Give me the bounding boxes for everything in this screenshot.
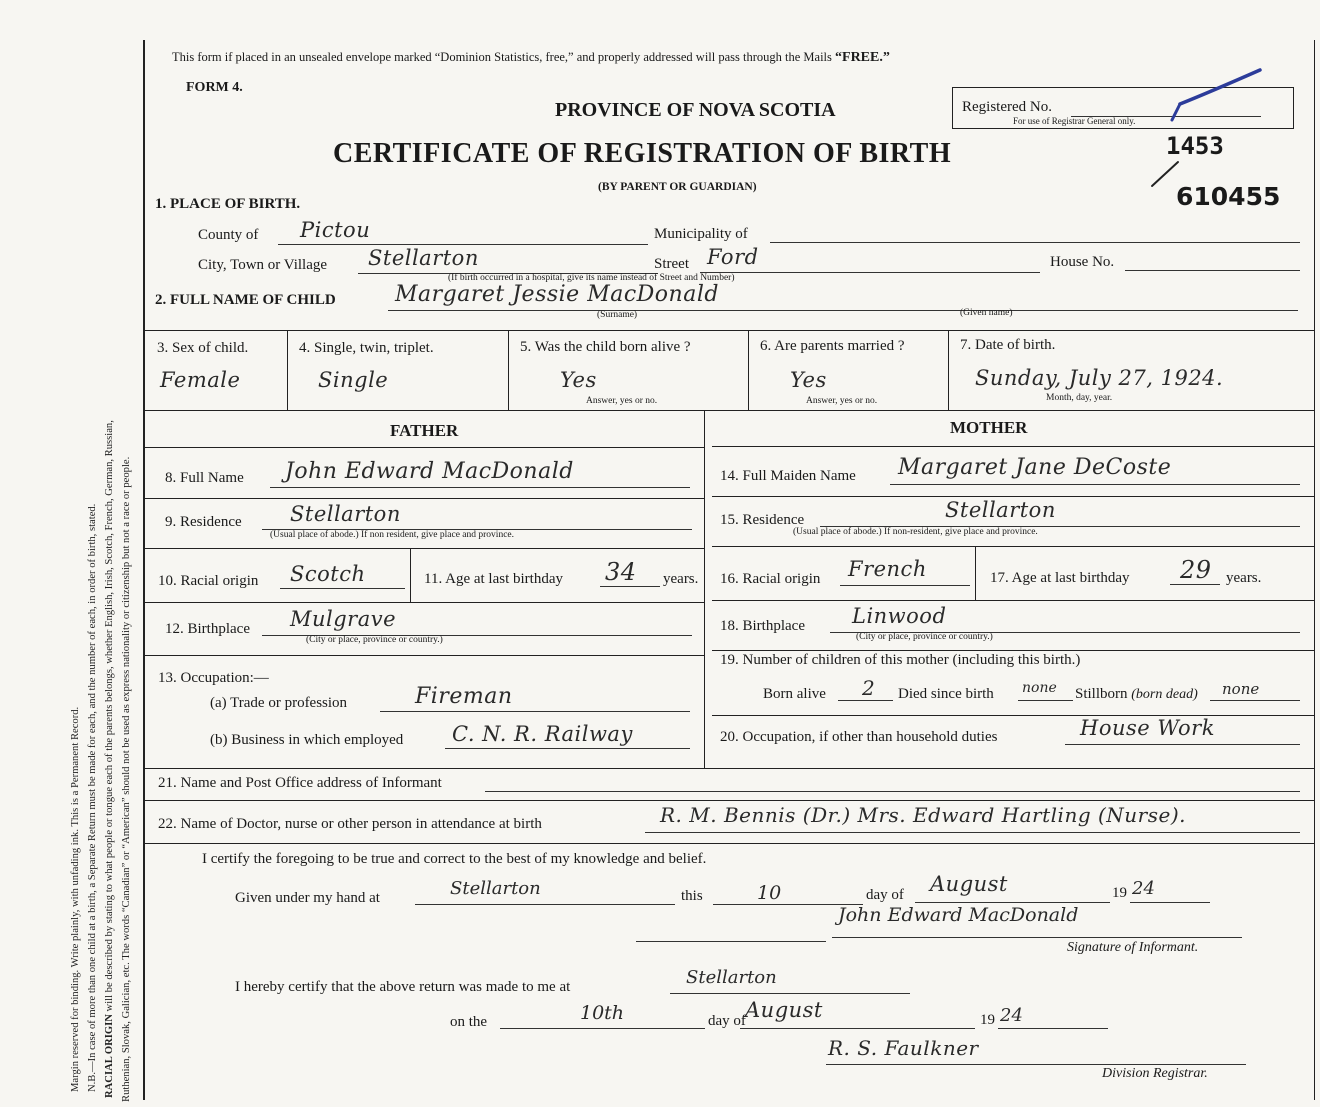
born-alive-count-label: Born alive	[763, 686, 826, 702]
certify-statement: I certify the foregoing to be true and correct to the best of my knowledge and belief.	[202, 851, 707, 867]
mail-note	[172, 50, 890, 66]
margin-note-2: N.B.—In case of more than one child at a birth, a Separate Return must be made for each, and the number of each, in order of birth, stated.	[87, 503, 98, 1092]
mother-age-value: 29	[1180, 556, 1212, 584]
row3-divider-2	[508, 330, 509, 410]
mother-birthplace-note: (City or place, province or country.)	[856, 632, 993, 642]
municipality-underline	[770, 242, 1300, 243]
attendant-label: 22. Name of Doctor, nurse or other person in attendance at birth	[158, 816, 542, 832]
given-year-underline	[1130, 902, 1210, 903]
racial-origin-note: will be described by stating to what people or tongue each of the parents belongs, whether English, Irish, Scotch, French, German, Russian,	[104, 420, 115, 1015]
given-place-value: Stellarton	[450, 878, 541, 899]
date-of-birth-value: Sunday, July 27, 1924.	[975, 366, 1224, 390]
form-right-border	[1314, 40, 1315, 1100]
died-since-birth-label: Died since birth	[898, 686, 994, 702]
father-name-label: 8. Full Name	[165, 470, 244, 486]
father-racial-label: 10. Racial origin	[158, 573, 259, 589]
date-of-birth-label: 7. Date of birth.	[960, 337, 1056, 353]
on-the-label: on the	[450, 1014, 488, 1030]
registrar-month-value: August	[745, 998, 823, 1022]
father-rule-3	[143, 548, 704, 549]
father-birthplace-label: 12. Birthplace	[165, 621, 250, 637]
parents-married-value: Yes	[790, 368, 827, 392]
informant-underline	[485, 791, 1300, 792]
given-name-note: (Given name)	[960, 308, 1013, 318]
father-business-underline	[445, 748, 690, 749]
father-business-label: (b) Business in which employed	[210, 732, 404, 748]
father-residence-value: Stellarton	[290, 502, 401, 526]
city-value: Stellarton	[368, 246, 479, 270]
informant-signature-line	[832, 937, 1242, 938]
given-year-value: 24	[1132, 878, 1155, 899]
parents-married-label: 6. Are parents married ?	[760, 338, 905, 354]
stillborn-note: (born dead)	[1131, 687, 1198, 702]
date-of-birth-note: Month, day, year.	[1046, 393, 1113, 403]
mother-heading: MOTHER	[950, 418, 1028, 437]
signature-short-line	[636, 941, 826, 942]
mother-rule-2	[712, 496, 1314, 497]
place-of-birth-heading: 1. PLACE OF BIRTH.	[155, 196, 301, 212]
informant-signature: John Edward MacDonald	[838, 904, 1079, 926]
row3-top-rule	[143, 330, 1314, 331]
county-underline	[278, 244, 648, 245]
mother-age-years: years.	[1226, 570, 1262, 586]
mother-birthplace-value: Linwood	[852, 604, 947, 628]
row3-divider-1	[287, 330, 288, 410]
father-age-value: 34	[605, 558, 637, 586]
county-label: County of	[198, 227, 259, 243]
row3-bottom-rule	[143, 410, 1314, 411]
mother-rule-1	[712, 446, 1314, 447]
municipality-label: Municipality of	[654, 226, 748, 242]
father-residence-note: (Usual place of abode.) If non resident, give place and province.	[270, 530, 514, 540]
given-under-hand-label: Given under my hand at	[235, 890, 380, 906]
child-name-value: Margaret Jessie MacDonald	[395, 282, 719, 307]
registrar-day-underline	[500, 1028, 705, 1029]
informant-signature-label: Signature of Informant.	[1067, 940, 1199, 955]
registrar-year-prefix: 19	[980, 1012, 995, 1028]
father-residence-label: 9. Residence	[165, 514, 242, 530]
registrar-place-value: Stellarton	[686, 967, 777, 988]
registrar-statement: I hereby certify that the above return was made to me at	[235, 979, 571, 995]
form-left-border	[143, 40, 145, 1100]
given-year-prefix: 19	[1112, 885, 1127, 901]
father-trade-underline	[380, 711, 690, 712]
registrar-place-underline	[670, 993, 910, 994]
hospital-note: (If birth occurred in a hospital, give its name instead of Street and Number)	[448, 273, 735, 283]
city-label: City, Town or Village	[198, 257, 328, 273]
father-name-value: John Edward MacDonald	[285, 459, 574, 484]
mother-name-underline	[890, 484, 1300, 485]
mother-name-value: Margaret Jane DeCoste	[898, 455, 1172, 480]
mother-occupation-underline	[1065, 744, 1300, 745]
registrar-month-underline	[740, 1028, 975, 1029]
this-label: this	[681, 888, 703, 904]
mother-rule-4	[712, 600, 1314, 601]
born-alive-count-value: 2	[862, 676, 875, 700]
mail-note-free: “FREE.”	[835, 50, 890, 65]
attendant-value: R. M. Bennis (Dr.) Mrs. Edward Hartling (Nurse).	[660, 803, 1186, 827]
registered-number: 1453	[1166, 132, 1224, 160]
row21-top-rule	[143, 768, 1314, 769]
stillborn-label	[1075, 686, 1198, 703]
registrar-signature-line	[826, 1064, 1246, 1065]
registrar-day-value: 10th	[580, 1002, 625, 1024]
street-label: Street	[654, 256, 689, 272]
father-occupation-label: 13. Occupation:—	[158, 670, 269, 686]
certificate-subtitle: (BY PARENT OR GUARDIAN)	[598, 181, 757, 193]
mother-age-label: 17. Age at last birthday	[990, 570, 1130, 586]
registrar-day-of-label: day of	[708, 1013, 746, 1029]
row3-divider-4	[948, 330, 949, 410]
mother-residence-value: Stellarton	[945, 498, 1056, 522]
mother-name-label: 14. Full Maiden Name	[720, 468, 856, 484]
given-day-value: 10	[757, 882, 782, 904]
father-racial-divider	[410, 548, 411, 602]
county-value: Pictou	[300, 218, 371, 242]
registrar-year-underline	[998, 1028, 1108, 1029]
father-racial-underline	[280, 588, 405, 589]
province-title: PROVINCE OF NOVA SCOTIA	[555, 99, 836, 121]
house-number-label: House No.	[1050, 254, 1115, 270]
father-racial-value: Scotch	[290, 562, 366, 586]
stamp-number: 610455	[1176, 182, 1281, 211]
registrar-signature: R. S. Faulkner	[828, 1036, 979, 1060]
margin-note-4: Ruthenian, Slovak, Galician, etc. The words “Canadian” or “American” should not be used as express nationality or citizenship but not a race or people.	[121, 456, 132, 1102]
mother-occupation-value: House Work	[1080, 716, 1215, 740]
father-trade-label: (a) Trade or profession	[210, 695, 348, 711]
plurality-label: 4. Single, twin, triplet.	[299, 340, 434, 356]
house-number-underline	[1125, 270, 1300, 271]
mother-racial-value: French	[848, 557, 927, 581]
born-alive-underline	[838, 700, 893, 701]
sex-label: 3. Sex of child.	[157, 340, 249, 356]
died-since-birth-value: none	[1022, 680, 1057, 696]
father-age-years: years.	[663, 571, 699, 587]
plurality-value: Single	[318, 368, 389, 392]
given-month-underline	[915, 902, 1110, 903]
registrar-signature-label: Division Registrar.	[1102, 1066, 1208, 1081]
parents-center-divider	[704, 410, 705, 768]
row22-top-rule	[143, 800, 1314, 801]
born-alive-label: 5. Was the child born alive ?	[520, 339, 691, 355]
father-rule-5	[143, 655, 704, 656]
row22-bottom-rule	[143, 843, 1314, 844]
margin-note-3	[104, 420, 115, 1098]
mother-rule-5	[712, 650, 1314, 651]
father-business-value: C. N. R. Railway	[452, 722, 633, 746]
father-age-underline	[600, 586, 660, 587]
given-place-underline	[415, 904, 675, 905]
street-value: Ford	[707, 245, 759, 269]
sex-value: Female	[160, 368, 241, 392]
mail-note-text: This form if placed in an unsealed envelope marked “Dominion Statistics, free,” and properly addressed will pass through the Mails	[172, 50, 832, 64]
father-rule-2	[143, 498, 704, 499]
father-rule-1	[143, 447, 704, 448]
child-name-label: 2. FULL NAME OF CHILD	[155, 292, 336, 308]
mother-racial-label: 16. Racial origin	[720, 571, 821, 587]
father-birthplace-value: Mulgrave	[290, 607, 397, 631]
child-name-underline	[388, 310, 1298, 311]
father-age-label: 11. Age at last birthday	[424, 571, 563, 587]
surname-note: (Surname)	[597, 310, 638, 320]
stillborn-value: none	[1222, 680, 1260, 698]
given-day-of-label: day of	[866, 887, 904, 903]
margin-note-1: Margin reserved for binding. Write plainly, with unfading ink. This is a Permanent Record.	[70, 706, 81, 1092]
mother-rule-6	[712, 715, 1314, 716]
mother-residence-label: 15. Residence	[720, 512, 805, 528]
father-trade-value: Fireman	[415, 684, 513, 709]
racial-origin-label: RACIAL ORIGIN	[104, 1014, 115, 1098]
father-heading: FATHER	[390, 421, 459, 440]
mother-residence-note: (Usual place of abode.) If non-resident, give place and province.	[793, 527, 1038, 537]
registrar-use-note: For use of Registrar General only.	[1013, 116, 1136, 126]
certificate-title: CERTIFICATE OF REGISTRATION OF BIRTH	[333, 138, 952, 169]
informant-label: 21. Name and Post Office address of Informant	[158, 775, 442, 791]
father-birthplace-note: (City or place, province or country.)	[306, 635, 443, 645]
registered-label: Registered No.	[962, 99, 1052, 115]
mother-rule-3	[712, 546, 1314, 547]
mother-children-label: 19. Number of children of this mother (including this birth.)	[720, 652, 1081, 668]
mother-age-underline	[1170, 584, 1220, 585]
died-since-birth-underline	[1018, 700, 1073, 701]
father-name-underline	[270, 487, 690, 488]
given-month-value: August	[930, 872, 1008, 896]
mother-occupation-label: 20. Occupation, if other than household duties	[720, 729, 998, 745]
attendant-underline	[645, 832, 1300, 833]
mother-racial-divider	[975, 546, 976, 600]
parents-married-note: Answer, yes or no.	[806, 396, 878, 406]
born-alive-note: Answer, yes or no.	[586, 396, 658, 406]
stillborn-text: Stillborn	[1075, 686, 1128, 702]
born-alive-value: Yes	[560, 368, 597, 392]
row3-divider-3	[748, 330, 749, 410]
father-rule-4	[143, 602, 704, 603]
mother-racial-underline	[840, 585, 970, 586]
registrar-year-value: 24	[1000, 1005, 1023, 1026]
stillborn-underline	[1210, 700, 1300, 701]
mother-birthplace-label: 18. Birthplace	[720, 618, 805, 634]
form-number: FORM 4.	[186, 80, 243, 95]
street-underline	[700, 272, 1040, 273]
